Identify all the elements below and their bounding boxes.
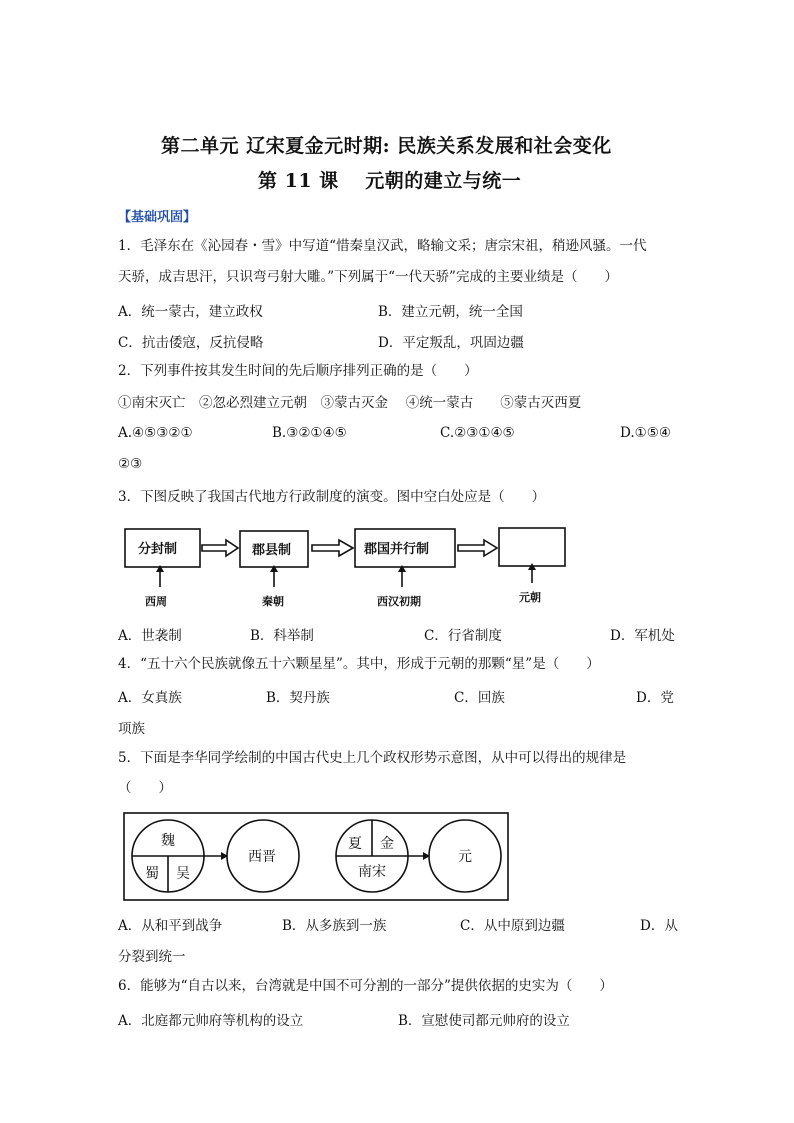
arrow-right-2 <box>312 540 353 556</box>
label-wu: 吴 <box>176 866 190 882</box>
box-blank <box>499 528 565 566</box>
up-arrow-head-3 <box>398 565 406 572</box>
q4-stem: 4．“五十六个民族就像五十六颗星星”。其中，形成于元朝的那颗“星”是（ ） <box>118 656 600 672</box>
q2-events: ①南宋灭亡 ②忽必烈建立元朝 ③蒙古灭金 ④统一蒙古 ⑤蒙古灭西夏 <box>118 395 582 411</box>
label-xia: 夏 <box>348 836 362 852</box>
q3-option-c: C．行省制度 <box>424 628 502 644</box>
q5-diagram <box>118 808 516 904</box>
label-xijin: 西晋 <box>248 849 276 865</box>
q1-stem-line2: 天骄，成吉思汗，只识弯弓射大雕。”下列属于“一代天骄”完成的主要业绩是（ ） <box>118 269 618 285</box>
q5-option-c: C．从中原到边疆 <box>460 918 565 934</box>
q5-option-a: A．从和平到战争 <box>118 918 223 934</box>
label-xihan: 西汉初期 <box>377 595 421 608</box>
q3-diagram <box>118 520 578 612</box>
label-jin: 金 <box>380 836 394 852</box>
q1-option-c: C．抗击倭寇，反抗侵略 <box>118 335 264 351</box>
q3-option-d: D．军机处 <box>610 628 675 644</box>
q3-stem: 3．下图反映了我国古代地方行政制度的演变。图中空白处应是（ ） <box>118 489 546 505</box>
arrow-right-1 <box>202 540 238 556</box>
q1-option-d: D．平定叛乱，巩固边疆 <box>378 335 524 351</box>
q2-option-b: B.③②①④⑤ <box>272 425 347 441</box>
box-label-junguo: 郡国并行制 <box>364 542 430 557</box>
q2-option-d-cont: ②③ <box>118 456 143 472</box>
up-arrow-head-2 <box>270 565 278 572</box>
box-label-fenfeng: 分封制 <box>138 542 178 557</box>
q2-option-d: D.①⑤④ <box>620 425 671 441</box>
q5-option-d-cont: 分裂到统一 <box>118 949 186 965</box>
q4-option-a: A．女真族 <box>118 690 182 706</box>
up-arrow-head-1 <box>156 565 164 572</box>
label-yuanchao: 元朝 <box>519 591 541 604</box>
unit-title: 第二单元 辽宋夏金元时期: 民族关系发展和社会变化 <box>161 135 612 157</box>
q6-option-b: B．宣慰使司都元帅府的设立 <box>398 1013 570 1029</box>
q2-option-a: A.④⑤③②① <box>118 425 193 441</box>
q3-option-a: A．世袭制 <box>118 628 182 644</box>
box-label-junxian: 郡县制 <box>252 543 292 558</box>
label-yuan: 元 <box>458 849 472 865</box>
q2-option-c: C.②③①④⑤ <box>440 425 515 441</box>
arrow-right-3 <box>458 540 497 556</box>
q6-option-a: A．北庭都元帅府等机构的设立 <box>118 1013 304 1029</box>
q5-option-b: B．从多族到一族 <box>282 918 387 934</box>
q4-option-d-cont: 项族 <box>118 721 145 737</box>
q4-option-b: B．契丹族 <box>266 690 330 706</box>
q6-stem: 6．能够为“自古以来，台湾就是中国不可分割的一部分”提供依据的史实为（ ） <box>118 978 613 994</box>
q3-option-b: B．科举制 <box>250 628 314 644</box>
q1-stem-line1: 1．毛泽东在《沁园春・雪》中写道“惜秦皇汉武，略输文采；唐宗宋祖，稍逊风骚。一代 <box>118 238 647 254</box>
q2-stem: 2．下列事件按其发生时间的先后顺序排列正确的是（ ） <box>118 363 478 379</box>
q5-stem-line1: 5．下面是李华同学绘制的中国古代史上几个政权形势示意图，从中可以得出的规律是 <box>118 750 627 766</box>
lesson-title: 第 11 课 元朝的建立与统一 <box>258 170 522 192</box>
section-label: 【基础巩固】 <box>118 210 197 225</box>
q5-option-d: D．从 <box>640 918 678 934</box>
label-nansong: 南宋 <box>358 864 386 880</box>
q4-option-c: C．回族 <box>454 690 505 706</box>
label-wei: 魏 <box>161 833 175 849</box>
q1-option-b: B．建立元朝，统一全国 <box>378 304 523 320</box>
label-shu: 蜀 <box>145 866 159 882</box>
label-qinchao: 秦朝 <box>262 595 284 608</box>
q1-option-a: A．统一蒙古，建立政权 <box>118 304 263 320</box>
label-xizhou: 西周 <box>145 595 167 608</box>
q4-option-d: D．党 <box>636 690 674 706</box>
q5-stem-line2: （ ） <box>118 780 172 796</box>
